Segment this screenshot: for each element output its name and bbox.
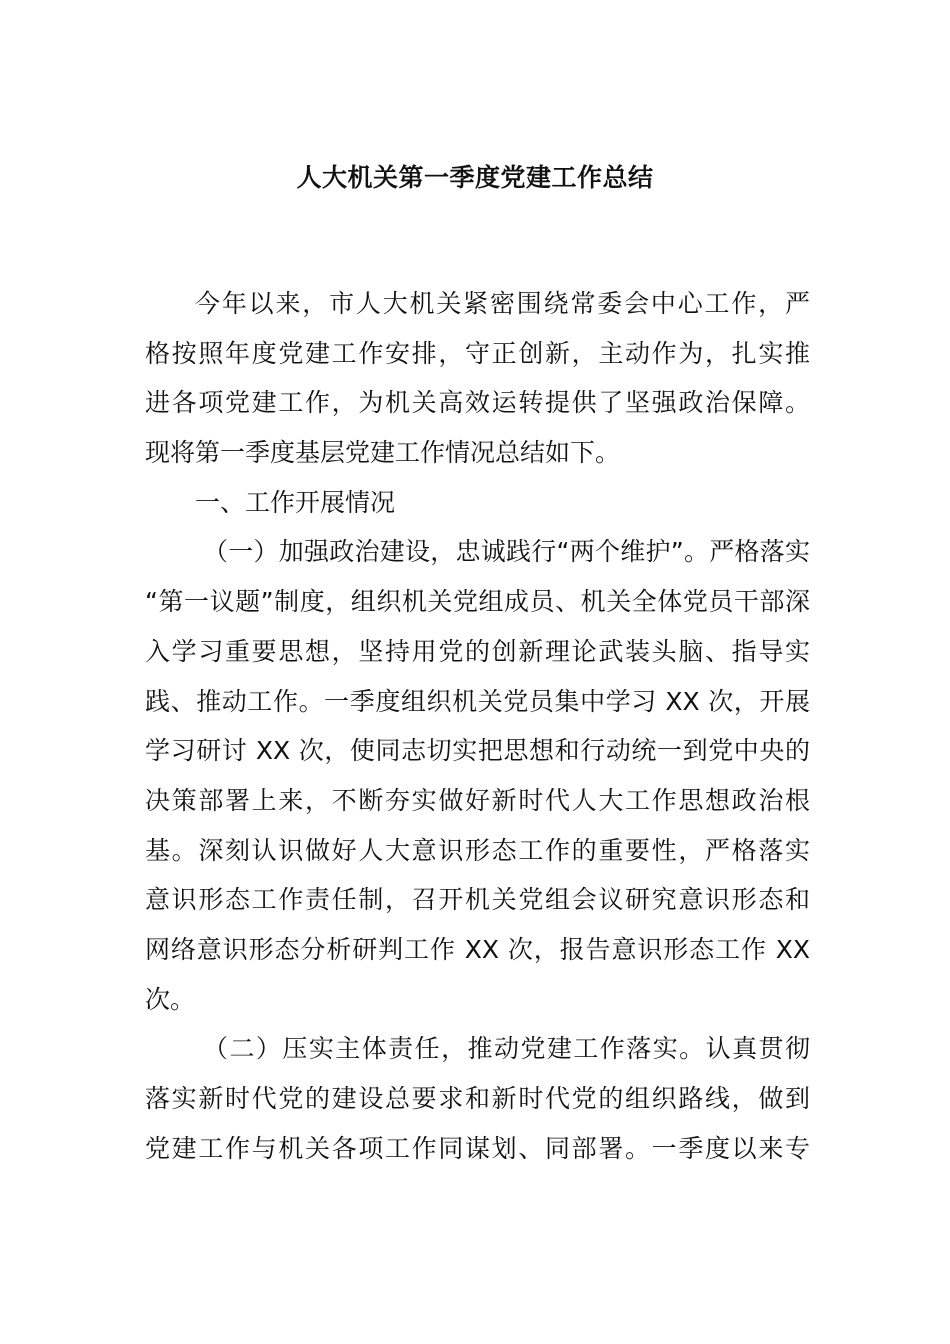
section-heading: 一、工作开展情况 [195, 487, 396, 517]
paragraph-line: 次。 [145, 984, 196, 1014]
paragraph-line: 党建工作与机关各项工作同谋划、同部署。一季度以来专 [145, 1133, 810, 1163]
paragraph-line: 基。深刻认识做好人大意识形态工作的重要性，严格落实 [145, 835, 810, 865]
paragraph-line: 今年以来，市人大机关紧密围绕常委会中心工作，严 [195, 289, 810, 318]
paragraph-line: 意识形态工作责任制，召开机关党组会议研究意识形态和 [145, 885, 810, 915]
paragraph-line: 现将第一季度基层党建工作情况总结如下。 [145, 438, 621, 468]
document-body [145, 284, 810, 1178]
paragraph-line: 进各项党建工作，为机关高效运转提供了坚强政治保障。 [145, 388, 810, 418]
subsection-heading-line: （一）加强政治建设，忠诚践行“两个维护”。严格落实 [203, 537, 810, 567]
document-title: 人大机关第一季度党建工作总结 [296, 163, 654, 192]
paragraph-line: “第一议题”制度，组织机关党组成员、机关全体党员干部深 [145, 587, 810, 617]
paragraph-line: 学习研讨 XX 次，使同志切实把思想和行动统一到党中央的 [145, 736, 810, 766]
paragraph-line: 决策部署上来，不断夯实做好新时代人大工作思想政治根 [145, 785, 810, 815]
paragraph-line: 格按照年度党建工作安排，守正创新，主动作为，扎实推 [145, 338, 810, 368]
paragraph-line: 网络意识形态分析研判工作 XX 次，报告意识形态工作 XX [145, 934, 810, 964]
paragraph-line: 落实新时代党的建设总要求和新时代党的组织路线，做到 [145, 1084, 810, 1113]
paragraph-line: 践、推动工作。一季度组织机关党员集中学习 XX 次，开展 [145, 686, 810, 716]
subsection-heading-line: （二）压实主体责任，推动党建工作落实。认真贯彻 [203, 1034, 810, 1064]
paragraph-line: 入学习重要思想，坚持用党的创新理论武装头脑、指导实 [145, 636, 810, 666]
